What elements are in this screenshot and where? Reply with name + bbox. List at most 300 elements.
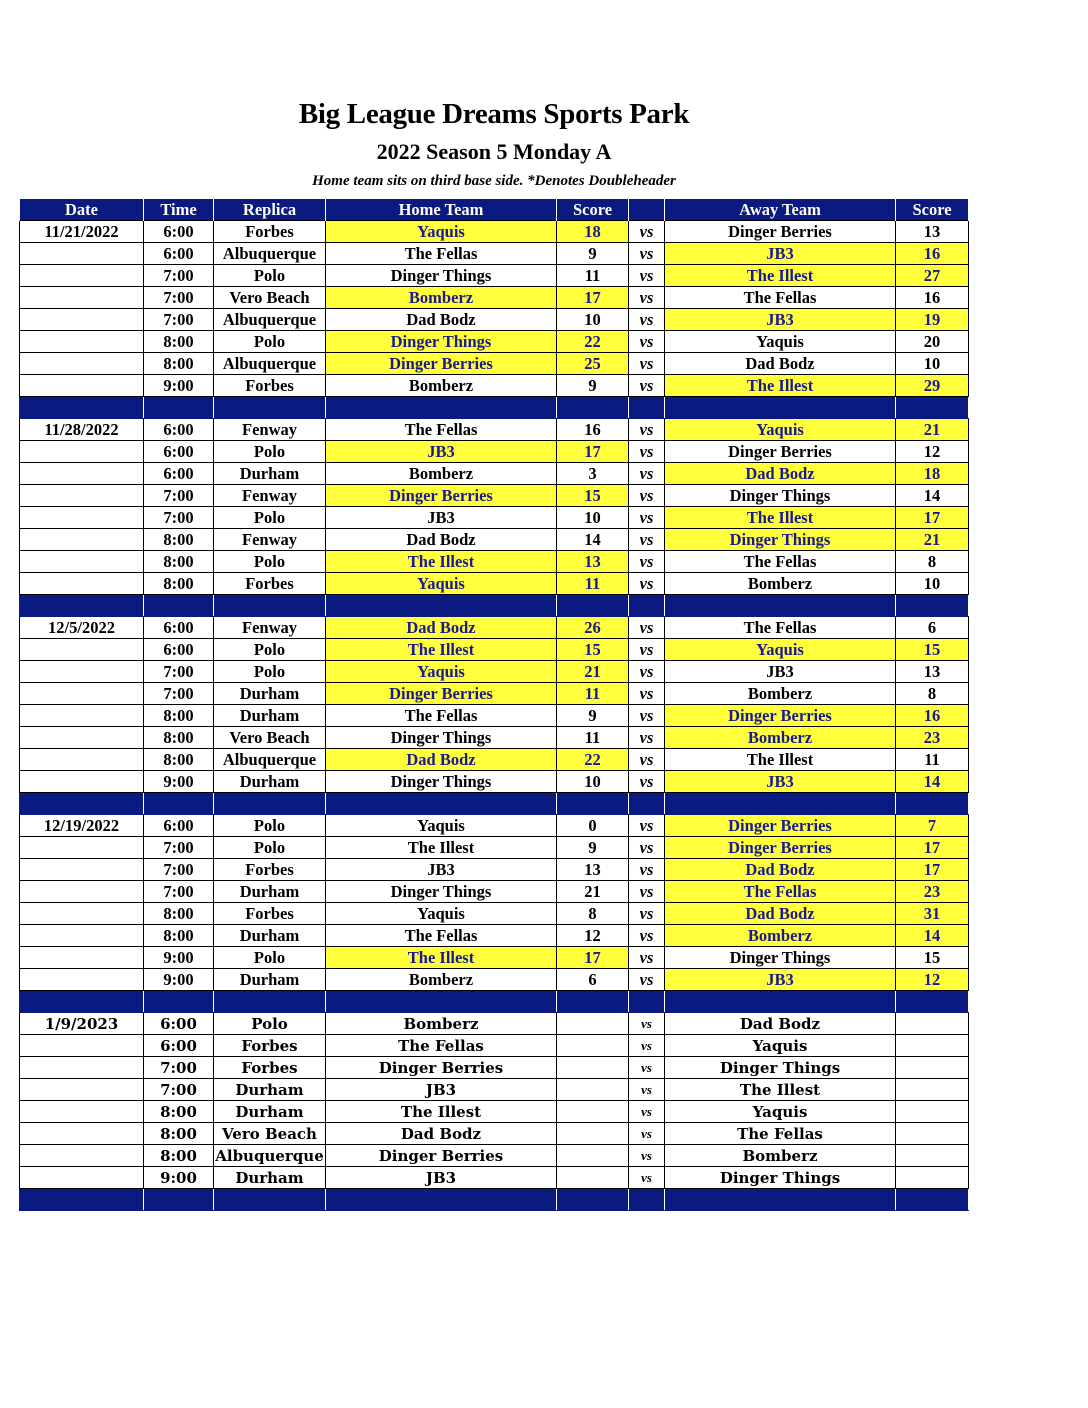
- home-score: 26: [557, 617, 629, 639]
- home-team: Yaquis: [326, 815, 557, 837]
- game-row: [20, 617, 969, 639]
- game-replica: Albuquerque: [214, 749, 326, 771]
- separator-cell: [326, 1189, 557, 1211]
- away-team: Dinger Berries: [665, 837, 896, 859]
- away-score: 6: [896, 617, 969, 639]
- away-team: Yaquis: [665, 1035, 896, 1057]
- game-date: [20, 1035, 144, 1057]
- game-time: 8:00: [144, 903, 214, 925]
- game-date: [20, 309, 144, 331]
- week-separator-row: [20, 595, 969, 617]
- game-date: [20, 1145, 144, 1167]
- vs-label: vs: [629, 485, 665, 507]
- vs-label: vs: [629, 287, 665, 309]
- vs-label: vs: [629, 1079, 665, 1101]
- away-team: The Illest: [665, 507, 896, 529]
- game-date: [20, 925, 144, 947]
- game-replica: Forbes: [214, 859, 326, 881]
- game-time: 8:00: [144, 529, 214, 551]
- vs-label: vs: [629, 815, 665, 837]
- game-date: [20, 265, 144, 287]
- game-row: [20, 925, 969, 947]
- week-separator-row: [20, 397, 969, 419]
- vs-label: vs: [629, 705, 665, 727]
- away-team: Dinger Berries: [665, 815, 896, 837]
- vs-label: vs: [629, 1035, 665, 1057]
- away-score: 31: [896, 903, 969, 925]
- away-score: [896, 1167, 969, 1189]
- game-date: [20, 859, 144, 881]
- vs-label: vs: [629, 727, 665, 749]
- home-team: The Illest: [326, 947, 557, 969]
- home-score: 3: [557, 463, 629, 485]
- home-score: 8: [557, 903, 629, 925]
- game-replica: Forbes: [214, 375, 326, 397]
- away-score: 10: [896, 353, 969, 375]
- game-time: 7:00: [144, 265, 214, 287]
- home-score: 9: [557, 705, 629, 727]
- home-team: Dinger Things: [326, 771, 557, 793]
- col-header-date: Date: [20, 199, 144, 221]
- game-replica: Vero Beach: [214, 727, 326, 749]
- away-score: 21: [896, 419, 969, 441]
- separator-cell: [665, 595, 896, 617]
- game-replica: Polo: [214, 947, 326, 969]
- game-date: 12/19/2022: [20, 815, 144, 837]
- home-score: [557, 1123, 629, 1145]
- game-time: 6:00: [144, 419, 214, 441]
- vs-label: vs: [629, 903, 665, 925]
- home-score: 14: [557, 529, 629, 551]
- game-time: 8:00: [144, 1123, 214, 1145]
- game-time: 6:00: [144, 1013, 214, 1035]
- game-time: 6:00: [144, 221, 214, 243]
- home-score: 11: [557, 573, 629, 595]
- col-header-vs: [629, 199, 665, 221]
- vs-label: vs: [629, 1167, 665, 1189]
- separator-cell: [144, 991, 214, 1013]
- home-score: [557, 1145, 629, 1167]
- away-score: 12: [896, 969, 969, 991]
- game-row: [20, 243, 969, 265]
- home-team: Dad Bodz: [326, 1123, 557, 1145]
- vs-label: vs: [629, 1101, 665, 1123]
- away-score: [896, 1013, 969, 1035]
- game-time: 8:00: [144, 353, 214, 375]
- game-replica: Fenway: [214, 485, 326, 507]
- away-team: Dinger Things: [665, 1057, 896, 1079]
- away-team: JB3: [665, 969, 896, 991]
- col-header-replica: Replica: [214, 199, 326, 221]
- game-row: [20, 551, 969, 573]
- home-team: JB3: [326, 507, 557, 529]
- game-time: 7:00: [144, 837, 214, 859]
- separator-cell: [214, 595, 326, 617]
- vs-label: vs: [629, 881, 665, 903]
- game-row: [20, 639, 969, 661]
- home-score: 16: [557, 419, 629, 441]
- vs-label: vs: [629, 507, 665, 529]
- home-team: Dinger Berries: [326, 353, 557, 375]
- home-team: Dad Bodz: [326, 617, 557, 639]
- vs-label: vs: [629, 265, 665, 287]
- week-separator-row: [20, 793, 969, 815]
- vs-label: vs: [629, 1123, 665, 1145]
- home-score: [557, 1101, 629, 1123]
- game-date: [20, 771, 144, 793]
- game-replica: Polo: [214, 441, 326, 463]
- game-date: [20, 1123, 144, 1145]
- game-replica: Durham: [214, 1167, 326, 1189]
- col-header-home-score: Score: [557, 199, 629, 221]
- game-replica: Durham: [214, 881, 326, 903]
- vs-label: vs: [629, 859, 665, 881]
- home-score: 11: [557, 727, 629, 749]
- game-row: [20, 815, 969, 837]
- game-date: 12/5/2022: [20, 617, 144, 639]
- away-score: [896, 1145, 969, 1167]
- game-date: [20, 573, 144, 595]
- doubleheader-note: Home team sits on third base side. *Denotes Doubleheader: [312, 173, 676, 189]
- game-time: 8:00: [144, 551, 214, 573]
- game-time: 9:00: [144, 1167, 214, 1189]
- game-row: [20, 573, 969, 595]
- game-date: [20, 243, 144, 265]
- game-date: [20, 837, 144, 859]
- game-time: 8:00: [144, 573, 214, 595]
- separator-cell: [629, 991, 665, 1013]
- home-score: 10: [557, 309, 629, 331]
- away-score: [896, 1057, 969, 1079]
- game-replica: Polo: [214, 661, 326, 683]
- game-row: [20, 683, 969, 705]
- separator-cell: [326, 793, 557, 815]
- away-score: 16: [896, 243, 969, 265]
- game-replica: Polo: [214, 837, 326, 859]
- away-team: JB3: [665, 243, 896, 265]
- home-team: Dad Bodz: [326, 309, 557, 331]
- game-time: 9:00: [144, 969, 214, 991]
- vs-label: vs: [629, 1057, 665, 1079]
- col-header-away-team: Away Team: [665, 199, 896, 221]
- vs-label: vs: [629, 837, 665, 859]
- game-date: [20, 485, 144, 507]
- game-time: 8:00: [144, 1145, 214, 1167]
- game-time: 8:00: [144, 749, 214, 771]
- home-team: The Fellas: [326, 925, 557, 947]
- game-replica: Vero Beach: [214, 1123, 326, 1145]
- game-row: [20, 287, 969, 309]
- away-team: JB3: [665, 309, 896, 331]
- away-team: Dinger Things: [665, 529, 896, 551]
- away-team: The Fellas: [665, 881, 896, 903]
- game-row: [20, 771, 969, 793]
- vs-label: vs: [629, 419, 665, 441]
- away-score: 23: [896, 881, 969, 903]
- game-replica: Fenway: [214, 419, 326, 441]
- game-date: [20, 331, 144, 353]
- game-time: 7:00: [144, 683, 214, 705]
- away-score: 14: [896, 771, 969, 793]
- vs-label: vs: [629, 353, 665, 375]
- away-team: The Illest: [665, 749, 896, 771]
- away-score: 29: [896, 375, 969, 397]
- game-replica: Forbes: [214, 1057, 326, 1079]
- game-replica: Fenway: [214, 617, 326, 639]
- game-time: 8:00: [144, 925, 214, 947]
- game-date: [20, 375, 144, 397]
- away-team: The Illest: [665, 375, 896, 397]
- away-score: 23: [896, 727, 969, 749]
- home-score: 22: [557, 331, 629, 353]
- separator-cell: [665, 991, 896, 1013]
- game-replica: Durham: [214, 1079, 326, 1101]
- game-replica: Polo: [214, 639, 326, 661]
- game-replica: Forbes: [214, 903, 326, 925]
- home-team: The Fellas: [326, 243, 557, 265]
- game-date: 11/21/2022: [20, 221, 144, 243]
- game-row: [20, 331, 969, 353]
- game-row: [20, 309, 969, 331]
- home-score: 15: [557, 485, 629, 507]
- away-team: Dinger Things: [665, 1167, 896, 1189]
- away-score: 10: [896, 573, 969, 595]
- game-replica: Albuquerque: [214, 243, 326, 265]
- home-team: Yaquis: [326, 661, 557, 683]
- vs-label: vs: [629, 551, 665, 573]
- game-row: [20, 727, 969, 749]
- home-score: [557, 1013, 629, 1035]
- game-row: [20, 265, 969, 287]
- home-score: 6: [557, 969, 629, 991]
- away-score: 7: [896, 815, 969, 837]
- away-team: Bomberz: [665, 727, 896, 749]
- game-row: [20, 1057, 969, 1079]
- game-time: 6:00: [144, 441, 214, 463]
- home-team: Dinger Berries: [326, 1145, 557, 1167]
- separator-cell: [214, 793, 326, 815]
- game-replica: Durham: [214, 1101, 326, 1123]
- away-team: The Illest: [665, 265, 896, 287]
- away-score: 16: [896, 705, 969, 727]
- home-team: The Illest: [326, 837, 557, 859]
- away-team: Yaquis: [665, 419, 896, 441]
- home-team: Yaquis: [326, 903, 557, 925]
- home-team: Bomberz: [326, 969, 557, 991]
- separator-cell: [896, 595, 969, 617]
- game-replica: Durham: [214, 969, 326, 991]
- page-title: Big League Dreams Sports Park: [298, 98, 690, 130]
- vs-label: vs: [629, 573, 665, 595]
- away-score: 13: [896, 221, 969, 243]
- away-team: Dinger Things: [665, 947, 896, 969]
- col-header-away-score: Score: [896, 199, 969, 221]
- game-time: 8:00: [144, 331, 214, 353]
- separator-cell: [557, 595, 629, 617]
- game-date: [20, 969, 144, 991]
- game-time: 9:00: [144, 947, 214, 969]
- game-row: [20, 529, 969, 551]
- away-team: Dinger Berries: [665, 221, 896, 243]
- away-team: Bomberz: [665, 683, 896, 705]
- vs-label: vs: [629, 331, 665, 353]
- game-row: [20, 441, 969, 463]
- game-replica: Albuquerque: [215, 1146, 324, 1165]
- game-replica: Forbes: [214, 573, 326, 595]
- vs-label: vs: [629, 529, 665, 551]
- game-date: [20, 727, 144, 749]
- separator-cell: [896, 991, 969, 1013]
- away-score: 8: [896, 551, 969, 573]
- away-score: [896, 1079, 969, 1101]
- home-score: 21: [557, 881, 629, 903]
- game-row: [20, 1013, 969, 1035]
- game-row: [20, 749, 969, 771]
- away-score: 11: [896, 749, 969, 771]
- home-score: [557, 1079, 629, 1101]
- game-time: 8:00: [144, 727, 214, 749]
- game-row: [20, 353, 969, 375]
- separator-cell: [144, 595, 214, 617]
- separator-cell: [326, 991, 557, 1013]
- vs-label: vs: [629, 243, 665, 265]
- separator-cell: [665, 397, 896, 419]
- home-team: The Illest: [326, 1101, 557, 1123]
- away-team: Bomberz: [665, 925, 896, 947]
- home-score: [557, 1167, 629, 1189]
- game-row: [20, 903, 969, 925]
- home-score: 11: [557, 683, 629, 705]
- game-date: [20, 947, 144, 969]
- vs-label: vs: [629, 309, 665, 331]
- game-row: [20, 375, 969, 397]
- col-header-home-team: Home Team: [326, 199, 557, 221]
- game-date: [20, 881, 144, 903]
- game-row: [20, 705, 969, 727]
- game-replica: Polo: [214, 507, 326, 529]
- game-date: [20, 1101, 144, 1123]
- game-time: 9:00: [144, 771, 214, 793]
- game-date: [20, 639, 144, 661]
- header-row: [20, 199, 969, 221]
- away-team: JB3: [665, 771, 896, 793]
- separator-cell: [896, 1189, 969, 1211]
- game-time: 7:00: [144, 309, 214, 331]
- game-row: [20, 1123, 969, 1145]
- home-score: 17: [557, 441, 629, 463]
- game-row: [20, 947, 969, 969]
- game-time: 8:00: [144, 705, 214, 727]
- home-team: Bomberz: [326, 463, 557, 485]
- game-replica: Durham: [214, 705, 326, 727]
- home-team: Dad Bodz: [326, 749, 557, 771]
- separator-cell: [214, 991, 326, 1013]
- separator-cell: [557, 793, 629, 815]
- game-row: [20, 419, 969, 441]
- away-score: [896, 1123, 969, 1145]
- home-score: [557, 1057, 629, 1079]
- home-score: 13: [557, 551, 629, 573]
- game-row: [20, 463, 969, 485]
- away-score: 12: [896, 441, 969, 463]
- home-team: Dinger Berries: [326, 683, 557, 705]
- vs-label: vs: [629, 1013, 665, 1035]
- game-date: [20, 1167, 144, 1189]
- home-team: Dinger Things: [326, 881, 557, 903]
- separator-cell: [20, 793, 144, 815]
- away-team: The Fellas: [665, 617, 896, 639]
- schedule-body: [20, 221, 969, 1211]
- game-row: [20, 837, 969, 859]
- away-team: The Fellas: [665, 1123, 896, 1145]
- home-score: 12: [557, 925, 629, 947]
- vs-label: vs: [629, 221, 665, 243]
- separator-cell: [20, 991, 144, 1013]
- home-team: JB3: [326, 1079, 557, 1101]
- game-replica: Fenway: [214, 529, 326, 551]
- home-score: 9: [557, 837, 629, 859]
- away-team: Dad Bodz: [665, 353, 896, 375]
- game-row: [20, 1101, 969, 1123]
- away-team: Dad Bodz: [665, 1013, 896, 1035]
- game-replica: Polo: [214, 1013, 326, 1035]
- game-date: 11/28/2022: [20, 419, 144, 441]
- vs-label: vs: [629, 749, 665, 771]
- game-time: 7:00: [144, 485, 214, 507]
- game-replica: Forbes: [214, 221, 326, 243]
- home-score: 10: [557, 771, 629, 793]
- away-score: 19: [896, 309, 969, 331]
- game-replica: Durham: [214, 683, 326, 705]
- vs-label: vs: [629, 771, 665, 793]
- away-team: Bomberz: [665, 1145, 896, 1167]
- away-score: 17: [896, 859, 969, 881]
- game-replica: Durham: [214, 463, 326, 485]
- home-team: Yaquis: [326, 221, 557, 243]
- week-separator-row: [20, 1189, 969, 1211]
- separator-cell: [665, 793, 896, 815]
- away-team: Dinger Berries: [665, 441, 896, 463]
- home-team: The Illest: [326, 551, 557, 573]
- game-row: [20, 507, 969, 529]
- game-time: 7:00: [144, 859, 214, 881]
- separator-cell: [144, 1189, 214, 1211]
- game-time: 6:00: [144, 815, 214, 837]
- away-score: 8: [896, 683, 969, 705]
- home-team: Bomberz: [326, 375, 557, 397]
- away-team: Dad Bodz: [665, 463, 896, 485]
- home-team: Bomberz: [326, 1013, 557, 1035]
- away-score: 17: [896, 837, 969, 859]
- week-separator-row: [20, 991, 969, 1013]
- home-score: 21: [557, 661, 629, 683]
- game-row: [20, 1167, 969, 1189]
- vs-label: vs: [629, 925, 665, 947]
- away-team: Dad Bodz: [665, 903, 896, 925]
- game-time: 6:00: [144, 617, 214, 639]
- home-score: [557, 1035, 629, 1057]
- game-date: [20, 661, 144, 683]
- separator-cell: [144, 397, 214, 419]
- col-header-time: Time: [144, 199, 214, 221]
- game-time: 7:00: [144, 1079, 214, 1101]
- separator-cell: [557, 1189, 629, 1211]
- separator-cell: [896, 397, 969, 419]
- separator-cell: [20, 397, 144, 419]
- separator-cell: [214, 397, 326, 419]
- away-score: 15: [896, 639, 969, 661]
- away-score: [896, 1101, 969, 1123]
